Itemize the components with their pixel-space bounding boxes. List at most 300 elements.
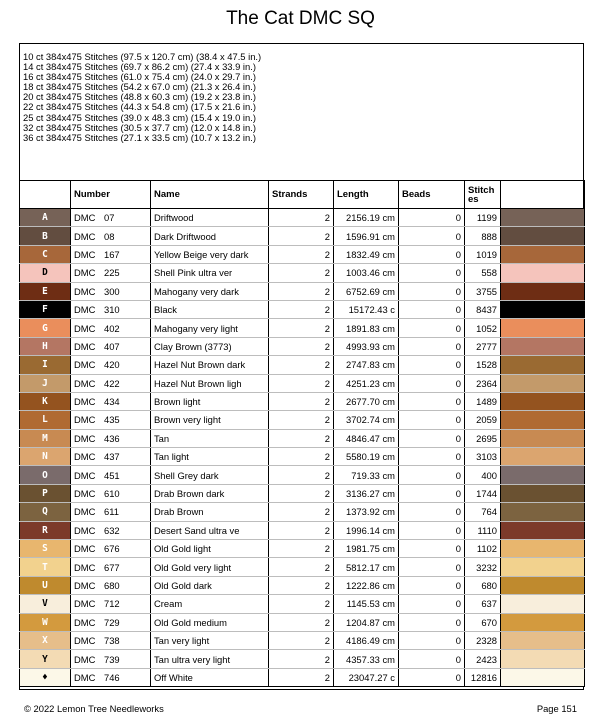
row-symbol: H: [20, 337, 71, 355]
row-strands: 2: [269, 668, 334, 686]
row-color-swatch: [501, 576, 585, 594]
row-length: 1981.75 cm: [334, 540, 399, 558]
row-name: Tan light: [151, 448, 269, 466]
table-row: [20, 282, 585, 300]
row-beads: 0: [399, 595, 465, 613]
row-code: 407: [104, 340, 120, 352]
row-color-swatch: [501, 411, 585, 429]
table-row: [20, 245, 585, 263]
row-color-swatch: [501, 558, 585, 576]
row-strands: 2: [269, 484, 334, 502]
row-color-swatch: [501, 631, 585, 649]
table-row: [20, 264, 585, 282]
row-color-swatch: [501, 337, 585, 355]
row-symbol: Y: [20, 650, 71, 668]
row-stitches: 1019: [465, 245, 501, 263]
row-number: [71, 264, 151, 282]
row-brand: DMC: [74, 506, 96, 518]
row-stitches: 1199: [465, 209, 501, 227]
table-row: [20, 595, 585, 613]
row-beads: 0: [399, 576, 465, 594]
row-beads: 0: [399, 282, 465, 300]
row-name: Off White: [151, 668, 269, 686]
row-symbol: V: [20, 595, 71, 613]
row-code: 300: [104, 285, 120, 297]
row-brand: DMC: [74, 635, 96, 647]
row-strands: 2: [269, 613, 334, 631]
table-row: [20, 392, 585, 410]
table-row: [20, 209, 585, 227]
row-name: Driftwood: [151, 209, 269, 227]
table-header-row: [20, 181, 585, 209]
row-stitches: 2695: [465, 429, 501, 447]
table-row: [20, 429, 585, 447]
row-code: 632: [104, 524, 120, 536]
row-code: 451: [104, 469, 120, 481]
row-symbol: S: [20, 540, 71, 558]
row-number: [71, 245, 151, 263]
row-length: 5812.17 cm: [334, 558, 399, 576]
row-beads: 0: [399, 503, 465, 521]
row-number: [71, 540, 151, 558]
row-beads: 0: [399, 668, 465, 686]
row-strands: 2: [269, 245, 334, 263]
row-color-swatch: [501, 300, 585, 318]
row-length: 719.33 cm: [334, 466, 399, 484]
row-strands: 2: [269, 558, 334, 576]
row-number: [71, 631, 151, 649]
row-code: 676: [104, 543, 120, 555]
fabric-size-line: 36 ct 384x475 Stitches (27.1 x 33.5 cm) (10.7 x 13.2 in.): [23, 131, 256, 143]
row-length: 15172.43 c: [334, 300, 399, 318]
row-beads: 0: [399, 558, 465, 576]
row-strands: 2: [269, 521, 334, 539]
row-stitches: 2059: [465, 411, 501, 429]
row-length: 2747.83 cm: [334, 356, 399, 374]
row-name: Old Gold light: [151, 540, 269, 558]
row-beads: 0: [399, 521, 465, 539]
row-brand: DMC: [74, 248, 96, 260]
row-strands: 2: [269, 392, 334, 410]
fabric-size-line: 32 ct 384x475 Stitches (30.5 x 37.7 cm) (12.0 x 14.8 in.): [23, 121, 256, 133]
row-length: 2677.70 cm: [334, 392, 399, 410]
row-length: 1891.83 cm: [334, 319, 399, 337]
row-beads: 0: [399, 411, 465, 429]
row-number: [71, 411, 151, 429]
row-name: Cream: [151, 595, 269, 613]
row-brand: DMC: [74, 598, 96, 610]
row-symbol: ♦: [20, 668, 71, 686]
row-number: [71, 448, 151, 466]
table-row: [20, 227, 585, 245]
table-row: [20, 411, 585, 429]
row-length: 1596.91 cm: [334, 227, 399, 245]
row-color-swatch: [501, 540, 585, 558]
row-brand: DMC: [74, 267, 96, 279]
row-color-swatch: [501, 227, 585, 245]
row-color-swatch: [501, 650, 585, 668]
row-stitches: 2328: [465, 631, 501, 649]
fabric-size-line: 25 ct 384x475 Stitches (39.0 x 48.3 cm) (15.4 x 19.0 in.): [23, 111, 256, 123]
row-strands: 2: [269, 576, 334, 594]
table-row: [20, 356, 585, 374]
row-brand: DMC: [74, 616, 96, 628]
row-symbol: M: [20, 429, 71, 447]
row-stitches: 637: [465, 595, 501, 613]
row-strands: 2: [269, 282, 334, 300]
header-strands: Strands: [269, 181, 334, 209]
row-color-swatch: [501, 448, 585, 466]
fabric-size-line: 22 ct 384x475 Stitches (44.3 x 54.8 cm) (17.5 x 21.6 in.): [23, 101, 256, 113]
row-beads: 0: [399, 300, 465, 318]
row-symbol: G: [20, 319, 71, 337]
row-beads: 0: [399, 540, 465, 558]
table-row: [20, 337, 585, 355]
row-number: [71, 576, 151, 594]
table-row: [20, 503, 585, 521]
row-strands: 2: [269, 374, 334, 392]
row-brand: DMC: [74, 543, 96, 555]
row-code: 420: [104, 359, 120, 371]
row-beads: 0: [399, 650, 465, 668]
row-strands: 2: [269, 429, 334, 447]
row-symbol: T: [20, 558, 71, 576]
header-swatch: [501, 181, 585, 209]
row-name: Shell Pink ultra ver: [151, 264, 269, 282]
row-strands: 2: [269, 448, 334, 466]
row-symbol: E: [20, 282, 71, 300]
row-code: 08: [104, 230, 115, 242]
row-brand: DMC: [74, 580, 96, 591]
row-length: 4357.33 cm: [334, 650, 399, 668]
row-number: [71, 595, 151, 613]
row-color-swatch: [501, 282, 585, 300]
row-stitches: 1528: [465, 356, 501, 374]
row-length: 4251.23 cm: [334, 374, 399, 392]
row-name: Tan ultra very light: [151, 650, 269, 668]
row-strands: 2: [269, 466, 334, 484]
row-brand: DMC: [74, 653, 96, 665]
row-name: Desert Sand ultra ve: [151, 521, 269, 539]
row-beads: 0: [399, 484, 465, 502]
row-number: [71, 466, 151, 484]
row-length: 3702.74 cm: [334, 411, 399, 429]
row-stitches: 1052: [465, 319, 501, 337]
row-stitches: 1102: [465, 540, 501, 558]
table-row: [20, 613, 585, 631]
row-length: 1204.87 cm: [334, 613, 399, 631]
row-beads: 0: [399, 227, 465, 245]
row-strands: 2: [269, 264, 334, 282]
footer-page-number: Page 151: [536, 703, 577, 714]
row-stitches: 3232: [465, 558, 501, 576]
table-row: [20, 448, 585, 466]
row-brand: DMC: [74, 671, 96, 683]
row-code: 434: [104, 396, 120, 408]
row-strands: 2: [269, 300, 334, 318]
row-stitches: 670: [465, 613, 501, 631]
row-name: Mahogany very light: [151, 319, 269, 337]
row-length: 4846.47 cm: [334, 429, 399, 447]
fabric-size-list: [23, 52, 578, 143]
row-number: [71, 668, 151, 686]
row-name: Tan very light: [151, 631, 269, 649]
row-brand: DMC: [74, 451, 96, 463]
row-color-swatch: [501, 356, 585, 374]
row-stitches: 558: [465, 264, 501, 282]
row-name: Drab Brown: [151, 503, 269, 521]
row-name: Dark Driftwood: [151, 227, 269, 245]
row-number: [71, 484, 151, 502]
row-color-swatch: [501, 319, 585, 337]
row-length: 1373.92 cm: [334, 503, 399, 521]
row-color-swatch: [501, 613, 585, 631]
row-beads: 0: [399, 466, 465, 484]
row-name: Black: [151, 300, 269, 318]
row-length: 4186.49 cm: [334, 631, 399, 649]
row-code: 611: [104, 506, 119, 518]
row-strands: 2: [269, 595, 334, 613]
row-number: [71, 337, 151, 355]
row-symbol: F: [20, 300, 71, 318]
row-strands: 2: [269, 227, 334, 245]
header-number: Number: [71, 181, 151, 209]
row-stitches: 1744: [465, 484, 501, 502]
row-color-swatch: [501, 503, 585, 521]
table-row: [20, 668, 585, 686]
row-length: 23047.27 c: [334, 668, 399, 686]
row-name: Brown very light: [151, 411, 269, 429]
row-name: Yellow Beige very dark: [151, 245, 269, 263]
row-beads: 0: [399, 209, 465, 227]
row-brand: DMC: [74, 212, 96, 224]
thread-legend-table: [19, 180, 585, 687]
row-length: 3136.27 cm: [334, 484, 399, 502]
table-row: [20, 558, 585, 576]
row-color-swatch: [501, 668, 585, 686]
row-name: Brown light: [151, 392, 269, 410]
row-code: 712: [104, 598, 120, 610]
row-code: 746: [104, 671, 120, 683]
row-name: Clay Brown (3773): [151, 337, 269, 355]
row-brand: DMC: [74, 285, 96, 297]
row-number: [71, 209, 151, 227]
fabric-size-line: 16 ct 384x475 Stitches (61.0 x 75.4 cm) (24.0 x 29.7 in.): [23, 71, 256, 83]
row-name: Tan: [151, 429, 269, 447]
row-strands: 2: [269, 503, 334, 521]
row-code: 610: [104, 488, 120, 500]
row-stitches: 2777: [465, 337, 501, 355]
row-code: 437: [104, 451, 120, 463]
table-row: [20, 631, 585, 649]
row-strands: 2: [269, 319, 334, 337]
row-brand: DMC: [74, 432, 96, 444]
table-row: [20, 466, 585, 484]
row-code: 07: [104, 212, 115, 224]
row-brand: DMC: [74, 469, 96, 481]
header-beads: Beads: [399, 181, 465, 209]
row-number: [71, 319, 151, 337]
row-symbol: W: [20, 613, 71, 631]
row-beads: 0: [399, 319, 465, 337]
fabric-size-line: 10 ct 384x475 Stitches (97.5 x 120.7 cm) (38.4 x 47.5 in.): [23, 51, 262, 62]
fabric-size-line: 14 ct 384x475 Stitches (69.7 x 86.2 cm) (27.4 x 33.9 in.): [23, 61, 256, 73]
row-stitches: 12816: [465, 668, 501, 686]
row-length: 1832.49 cm: [334, 245, 399, 263]
row-number: [71, 429, 151, 447]
row-stitches: 3103: [465, 448, 501, 466]
row-beads: 0: [399, 448, 465, 466]
table-row: [20, 484, 585, 502]
row-beads: 0: [399, 613, 465, 631]
row-length: 5580.19 cm: [334, 448, 399, 466]
row-strands: 2: [269, 540, 334, 558]
page-title: The Cat DMC SQ: [226, 8, 375, 29]
row-beads: 0: [399, 356, 465, 374]
row-brand: DMC: [74, 561, 96, 573]
fabric-size-line: 20 ct 384x475 Stitches (48.8 x 60.3 cm) (19.2 x 23.8 in.): [23, 91, 256, 103]
row-code: 677: [104, 561, 120, 573]
header-name: Name: [151, 181, 269, 209]
row-symbol: R: [20, 521, 71, 539]
row-symbol: U: [20, 576, 71, 594]
row-name: Old Gold dark: [151, 576, 269, 594]
row-brand: DMC: [74, 230, 96, 242]
row-length: 1996.14 cm: [334, 521, 399, 539]
row-brand: DMC: [74, 377, 96, 389]
row-beads: 0: [399, 337, 465, 355]
table-row: [20, 319, 585, 337]
row-number: [71, 650, 151, 668]
row-length: 1145.53 cm: [334, 595, 399, 613]
row-symbol: D: [20, 264, 71, 282]
row-symbol: I: [20, 356, 71, 374]
row-symbol: K: [20, 392, 71, 410]
table-row: [20, 576, 585, 594]
row-name: Old Gold medium: [151, 613, 269, 631]
row-brand: DMC: [74, 359, 96, 371]
row-stitches: 3755: [465, 282, 501, 300]
row-name: Hazel Nut Brown ligh: [151, 374, 269, 392]
row-stitches: 2423: [465, 650, 501, 668]
row-brand: DMC: [74, 524, 96, 536]
row-beads: 0: [399, 245, 465, 263]
row-name: Old Gold very light: [151, 558, 269, 576]
row-length: 2156.19 cm: [334, 209, 399, 227]
row-brand: DMC: [74, 488, 96, 500]
row-code: 167: [104, 248, 120, 260]
row-beads: 0: [399, 429, 465, 447]
row-stitches: 8437: [465, 300, 501, 318]
row-number: [71, 521, 151, 539]
row-stitches: 1489: [465, 392, 501, 410]
row-code: 738: [104, 635, 120, 647]
footer-copyright: © 2022 Lemon Tree Needleworks: [24, 703, 164, 714]
table-row: [20, 521, 585, 539]
row-length: 6752.69 cm: [334, 282, 399, 300]
row-code: 435: [104, 414, 120, 426]
row-number: [71, 558, 151, 576]
row-color-swatch: [501, 521, 585, 539]
row-stitches: 764: [465, 503, 501, 521]
row-number: [71, 392, 151, 410]
row-number: [71, 374, 151, 392]
row-brand: DMC: [74, 396, 96, 408]
row-number: [71, 356, 151, 374]
row-length: 1003.46 cm: [334, 264, 399, 282]
table-row: [20, 300, 585, 318]
row-stitches: 2364: [465, 374, 501, 392]
row-beads: 0: [399, 264, 465, 282]
row-beads: 0: [399, 631, 465, 649]
row-brand: DMC: [74, 414, 96, 426]
row-stitches: 888: [465, 227, 501, 245]
row-color-swatch: [501, 392, 585, 410]
row-code: 436: [104, 432, 120, 444]
fabric-size-line: 18 ct 384x475 Stitches (54.2 x 67.0 cm) (21.3 x 26.4 in.): [23, 81, 256, 93]
table-row: [20, 374, 585, 392]
row-code: 422: [104, 377, 120, 389]
row-symbol: J: [20, 374, 71, 392]
row-symbol: A: [20, 209, 71, 227]
row-beads: 0: [399, 374, 465, 392]
row-strands: 2: [269, 650, 334, 668]
row-name: Shell Grey dark: [151, 466, 269, 484]
row-code: 739: [104, 653, 120, 665]
row-stitches: 1110: [465, 521, 501, 539]
row-color-swatch: [501, 466, 585, 484]
header-stitches: Stitch es: [465, 181, 501, 209]
row-code: 729: [104, 616, 120, 628]
row-number: [71, 613, 151, 631]
row-stitches: 680: [465, 576, 501, 594]
row-beads: 0: [399, 392, 465, 410]
row-color-swatch: [501, 245, 585, 263]
row-color-swatch: [501, 264, 585, 282]
row-symbol: X: [20, 631, 71, 649]
row-brand: DMC: [74, 322, 96, 334]
row-length: 1222.86 cm: [334, 576, 399, 594]
row-number: [71, 282, 151, 300]
row-symbol: P: [20, 484, 71, 502]
row-symbol: Q: [20, 503, 71, 521]
row-color-swatch: [501, 429, 585, 447]
row-symbol: O: [20, 466, 71, 484]
row-code: 680: [104, 580, 120, 591]
row-name: Mahogany very dark: [151, 282, 269, 300]
row-number: [71, 227, 151, 245]
row-brand: DMC: [74, 304, 96, 316]
row-number: [71, 300, 151, 318]
row-strands: 2: [269, 411, 334, 429]
row-code: 310: [104, 304, 120, 316]
row-strands: 2: [269, 209, 334, 227]
row-symbol: B: [20, 227, 71, 245]
row-symbol: L: [20, 411, 71, 429]
row-color-swatch: [501, 374, 585, 392]
row-brand: DMC: [74, 340, 96, 352]
row-stitches: 400: [465, 466, 501, 484]
row-number: [71, 503, 151, 521]
row-code: 402: [104, 322, 120, 334]
row-color-swatch: [501, 209, 585, 227]
row-color-swatch: [501, 484, 585, 502]
row-name: Drab Brown dark: [151, 484, 269, 502]
row-symbol: N: [20, 448, 71, 466]
row-code: 225: [104, 267, 120, 279]
row-strands: 2: [269, 337, 334, 355]
header-symbol: [20, 181, 71, 209]
